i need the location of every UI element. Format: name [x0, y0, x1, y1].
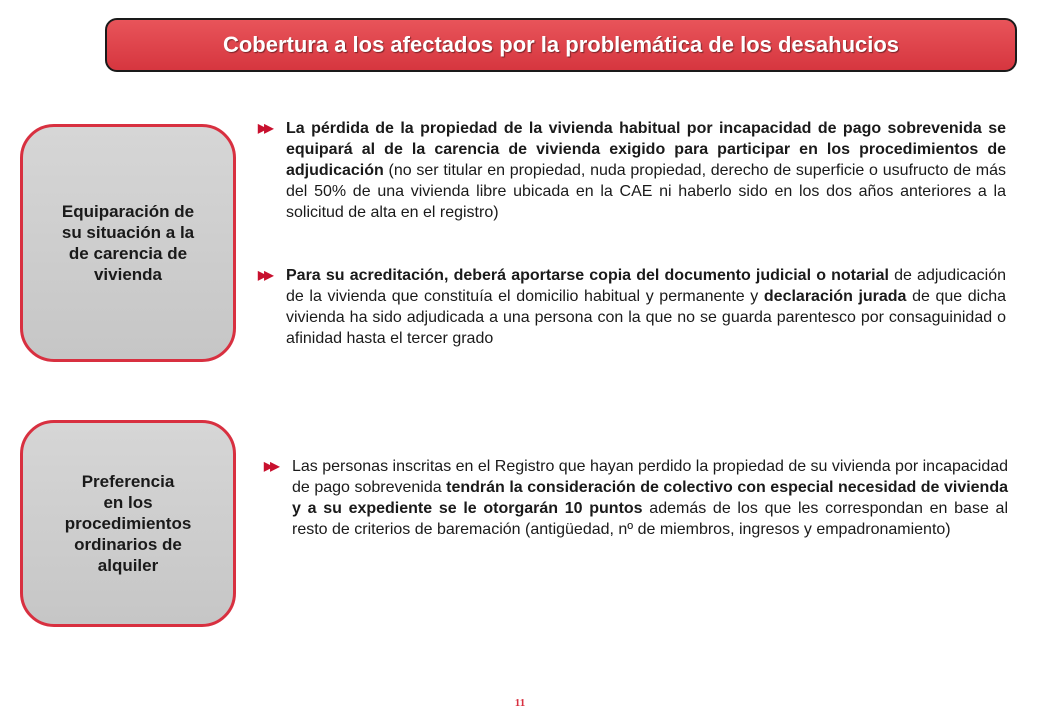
- page-number: 11: [514, 697, 526, 709]
- bullet-text: además de los que les correspondan en base al resto de criterios de baremación (antigüedad, nº de miembros, ingresos y empadronamiento): [292, 500, 1009, 538]
- double-arrow-icon: ▶▶: [258, 268, 271, 282]
- double-arrow-icon: ▶▶: [264, 459, 277, 473]
- section-label: Equiparación de su situación a la de carencia de vivienda: [61, 202, 195, 284]
- bullet-text: Las personas inscritas en el Registro que hayan perdido la propiedad de su vivienda por incapacidad de pago sobrevenida: [292, 458, 1009, 496]
- bullet-item: [258, 265, 1007, 349]
- page-title: Cobertura a los afectados por la problemática de los desahucios: [222, 32, 900, 57]
- bullet-item: [264, 456, 1009, 540]
- bullet-item: [258, 118, 1006, 223]
- section-label: Preferencia en los procedimientos ordinarios de alquiler: [64, 472, 192, 575]
- bullet-bold-text: tendrán la consideración de colectivo con especial necesidad de vivienda y a su expediente se le otorgarán 10 puntos: [292, 479, 1008, 517]
- bullet-bold-text: Para su acreditación, deberá aportarse copia del documento judicial o notarial: [286, 267, 889, 284]
- bullet-text: de adjudicación de la vivienda que constituía el domicilio habitual y permanente y: [286, 267, 1006, 305]
- double-arrow-icon: ▶▶: [258, 121, 271, 135]
- bullet-bold-text: declaración jurada: [763, 288, 907, 305]
- title-banner: [105, 18, 1017, 72]
- section-label-box: [20, 124, 236, 362]
- bullet-bold-text: La pérdida de la propiedad de la vivienda habitual por incapacidad de pago sobrevenida se equipará al de la carencia de vivienda exigido para participar en los procedimientos de adjudicación: [286, 120, 1006, 179]
- bullet-text: (no ser titular en propiedad, nuda propiedad, derecho de superficie o usufructo de más del 50% de una vivienda libre ubicada en la CAE ni haberlo sido en los dos años anteriores a la solicitud de alta en el registro): [286, 162, 1006, 221]
- bullet-text: de que dicha vivienda ha sido adjudicada a una persona con la que no se guarda parentesco por consaguinidad o afinidad hasta el tercer grado: [286, 288, 1007, 347]
- section-label-box: [20, 420, 236, 627]
